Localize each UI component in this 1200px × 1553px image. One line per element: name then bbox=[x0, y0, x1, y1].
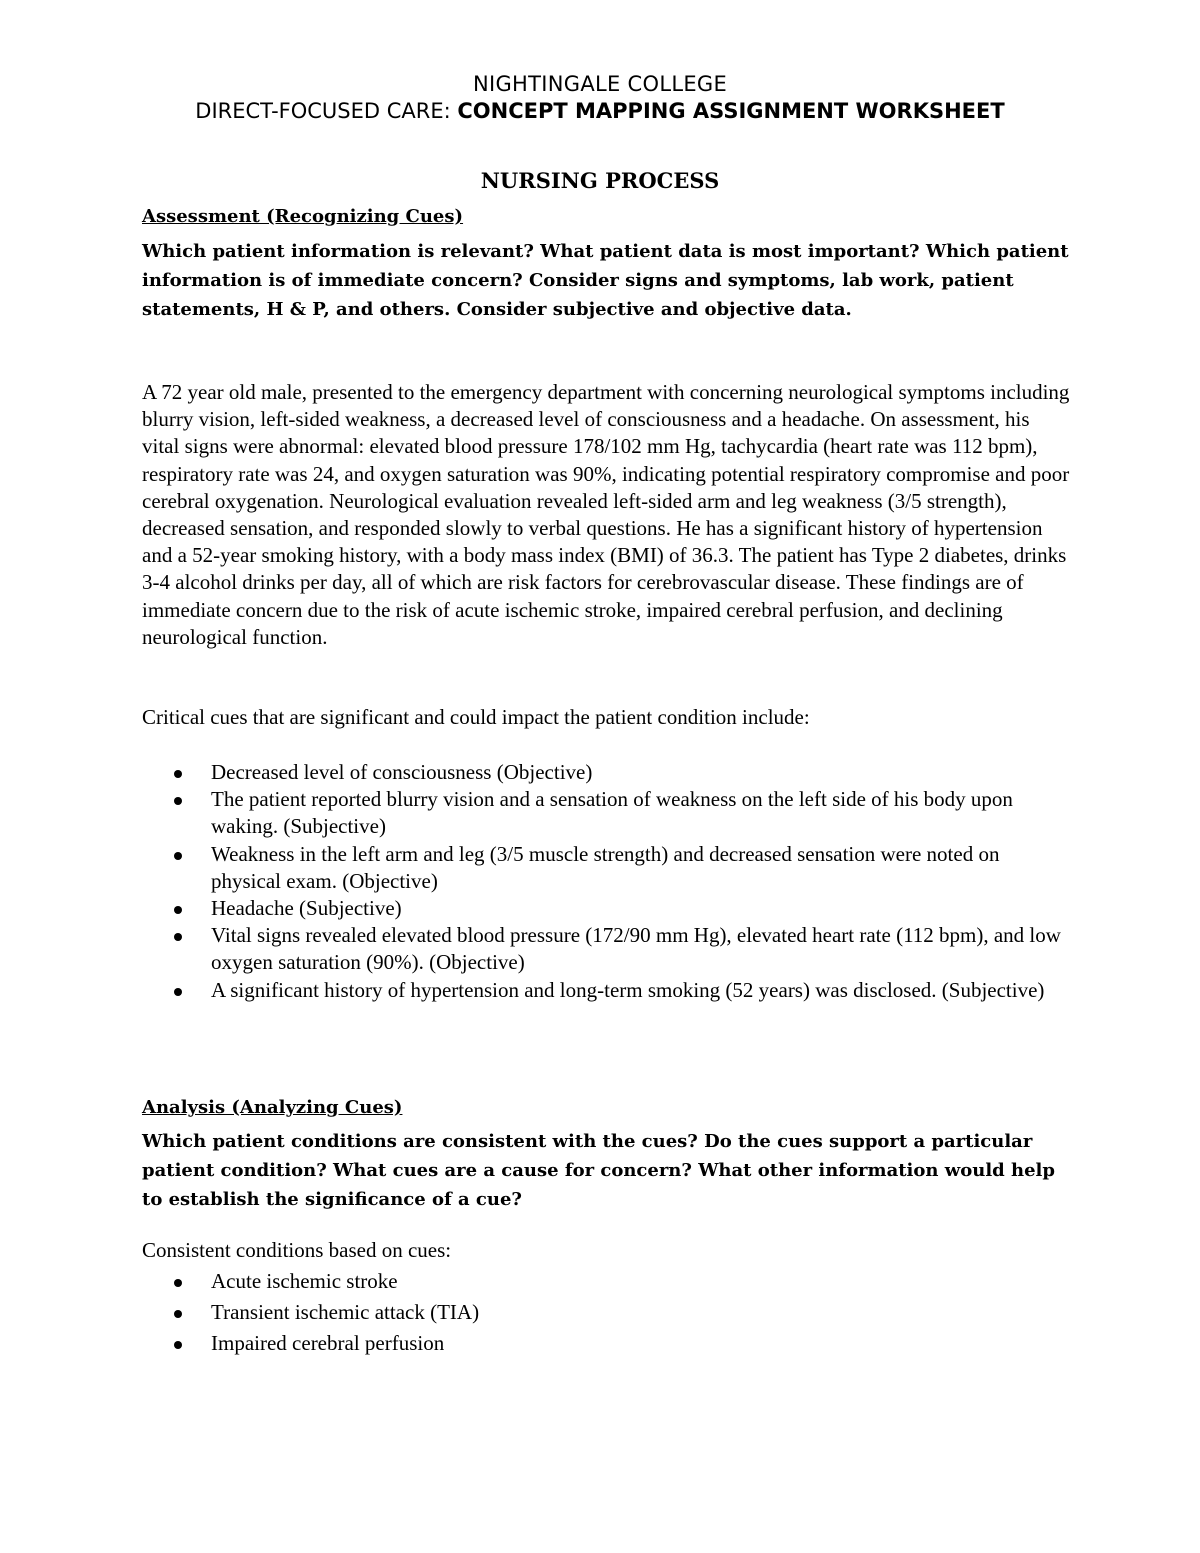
bullet-icon bbox=[174, 906, 182, 914]
bullet-icon bbox=[174, 797, 182, 805]
conditions-list bbox=[142, 1268, 1072, 1361]
list-item: Transient ischemic attack (TIA) bbox=[142, 1299, 1072, 1326]
bullet-icon bbox=[174, 852, 182, 860]
critical-cues-intro: Critical cues that are significant and could impact the patient condition include: bbox=[142, 705, 810, 729]
worksheet-title: CONCEPT MAPPING ASSIGNMENT WORKSHEET bbox=[457, 99, 1005, 123]
assessment-heading: Assessment (Recognizing Cues) bbox=[142, 206, 464, 227]
list-item: A significant history of hypertension and long-term smoking (52 years) was disclosed. (Subjective) bbox=[142, 977, 1072, 1004]
analysis-prompt: Which patient conditions are consistent with the cues? Do the cues support a particular patient condition? What cues are a cause for concern? What other information would help to establish the significance of a cue? bbox=[142, 1131, 1055, 1210]
list-item: Decreased level of consciousness (Objective) bbox=[142, 759, 1072, 786]
course-prefix: DIRECT-FOCUSED CARE: bbox=[195, 99, 458, 123]
list-item: Acute ischemic stroke bbox=[142, 1268, 1072, 1295]
bullet-icon bbox=[174, 988, 182, 996]
bullet-icon bbox=[174, 933, 182, 941]
bullet-icon bbox=[174, 1310, 182, 1318]
nursing-process-heading: NURSING PROCESS bbox=[480, 168, 720, 193]
list-item: Headache (Subjective) bbox=[142, 895, 1072, 922]
college-name: NIGHTINGALE COLLEGE bbox=[472, 72, 728, 96]
critical-cues-list bbox=[142, 759, 1072, 1004]
assessment-prompt: Which patient information is relevant? What patient data is most important? Which patient information is of immediate concern? Consider signs and symptoms, lab work, patient statements, H & P, and others. Consider subjective and objective data. bbox=[142, 241, 1069, 320]
list-item: Vital signs revealed elevated blood pressure (172/90 mm Hg), elevated heart rate (112 bpm), and low oxygen saturation (90%). (Objective) bbox=[142, 922, 1072, 976]
assessment-narrative: A 72 year old male, presented to the emergency department with concerning neurological symptoms including blurry vision, left-sided weakness, a decreased level of consciousness and a headache. On assessment, his vital signs were abnormal: elevated blood pressure 178/102 mm Hg, tachycardia (heart rate was 112 bpm), respiratory rate was 24, and oxygen saturation was 90%, indicating potential respiratory compromise and poor cerebral oxygenation. Neurological evaluation revealed left-sided arm and leg weakness (3/5 strength), decreased sensation, and responded slowly to verbal questions. He has a significant history of hypertension and a 52-year smoking history, with a body mass index (BMI) of 36.3. The patient has Type 2 diabetes, drinks 3-4 alcohol drinks per day, all of which are risk factors for cerebrovascular disease. These findings are of immediate concern due to the risk of acute ischemic stroke, impaired cerebral perfusion, and declining neurological function. bbox=[142, 380, 1070, 649]
bullet-icon bbox=[174, 770, 182, 778]
list-item: The patient reported blurry vision and a sensation of weakness on the left side of his body upon waking. (Subjective) bbox=[142, 786, 1072, 840]
course-title bbox=[0, 99, 1200, 123]
list-item: Weakness in the left arm and leg (3/5 muscle strength) and decreased sensation were noted on physical exam. (Objective) bbox=[142, 841, 1072, 895]
analysis-heading: Analysis (Analyzing Cues) bbox=[142, 1097, 403, 1118]
list-item: Impaired cerebral perfusion bbox=[142, 1330, 1072, 1357]
bullet-icon bbox=[174, 1341, 182, 1349]
bullet-icon bbox=[174, 1279, 182, 1287]
conditions-intro: Consistent conditions based on cues: bbox=[142, 1238, 452, 1262]
